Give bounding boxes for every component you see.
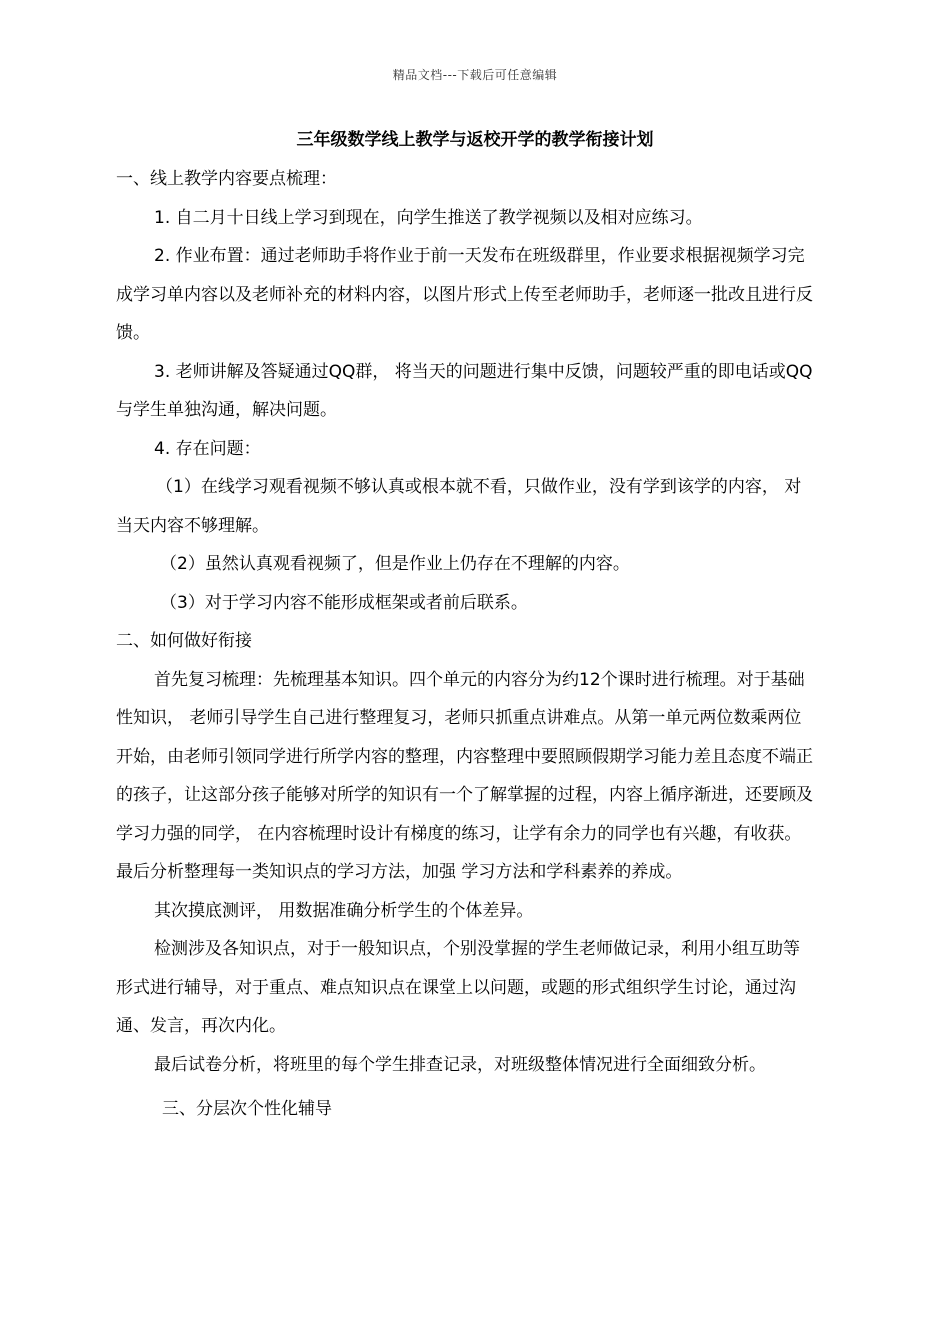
section2-para1: 首先复习梳理：先梳理基本知识。四个单元的内容分为约12个课时进行梳理。对于基础性知识， 老师引导学生自己进行整理复习，老师只抓重点讲难点。从第一单元两位数乘两位开始，由老师引领同学进行所学内容的整理，内容整理中要照顾假期学习能力差且态度不端正的孩子，让这部分孩子能够对所学的知识有一个了解掌握的过程，内容上循序渐进，还要顾及学习力强的同学， 在内容梳理时设计有梯度的练习，让学有余力的同学也有兴趣，有收获。 最后分析整理每一类知识点的学习方法，加强 学习方法和学科素养的养成。 <box>116 669 813 882</box>
section1-item2: 2. 作业布置：通过老师助手将作业于前一天发布在班级群里，作业要求根据视频学习完成学习单内容以及老师补充的材料内容，以图片形式上传至老师助手，老师逐一批改且进行反馈。 <box>116 246 813 343</box>
section1-item4: 4. 存在问题： <box>154 438 261 459</box>
section1-heading: 一、线上教学内容要点梳理： <box>116 169 337 189</box>
section2-para4: 最后试卷分析，将班里的每个学生排查记录，对班级整体情况进行全面细致分析。 <box>154 1054 766 1075</box>
page-header: 精品文档---下载后可任意编辑 <box>392 68 558 82</box>
document-title: 三年级数学线上教学与返校开学的教学衔接计划 <box>296 130 654 150</box>
section2-heading: 二、如何做好衔接 <box>116 631 252 651</box>
section2-para2: 其次摸底测评， 用数据准确分析学生的个体差异。 <box>154 900 534 921</box>
section2-para3: 检测涉及各知识点，对于一般知识点，个别没掌握的学生老师做记录，利用小组互助等形式进行辅导，对于重点、难点知识点在课堂上以问题，或题的形式组织学生讨论，通过沟通、发言，再次内化。 <box>116 939 800 1036</box>
section1-item1: 1. 自二月十日线上学习到现在，向学生推送了教学视频以及相对应练习。 <box>154 207 703 228</box>
problem-1: （1）在线学习观看视频不够认真或根本就不看，只做作业，没有学到该学的内容， 对当天内容不够理解。 <box>116 477 802 536</box>
problem-3: （3）对于学习内容不能形成框架或者前后联系。 <box>160 592 528 613</box>
document-body <box>116 160 816 1129</box>
section1-item3: 3. 老师讲解及答疑通过QQ群， 将当天的问题进行集中反馈，问题较严重的即电话或QQ与学生单独沟通，解决问题。 <box>116 361 813 420</box>
section3-heading: 三、分层次个性化辅导 <box>162 1099 332 1119</box>
problem-2: （2）虽然认真观看视频了，但是作业上仍存在不理解的内容。 <box>160 554 630 574</box>
